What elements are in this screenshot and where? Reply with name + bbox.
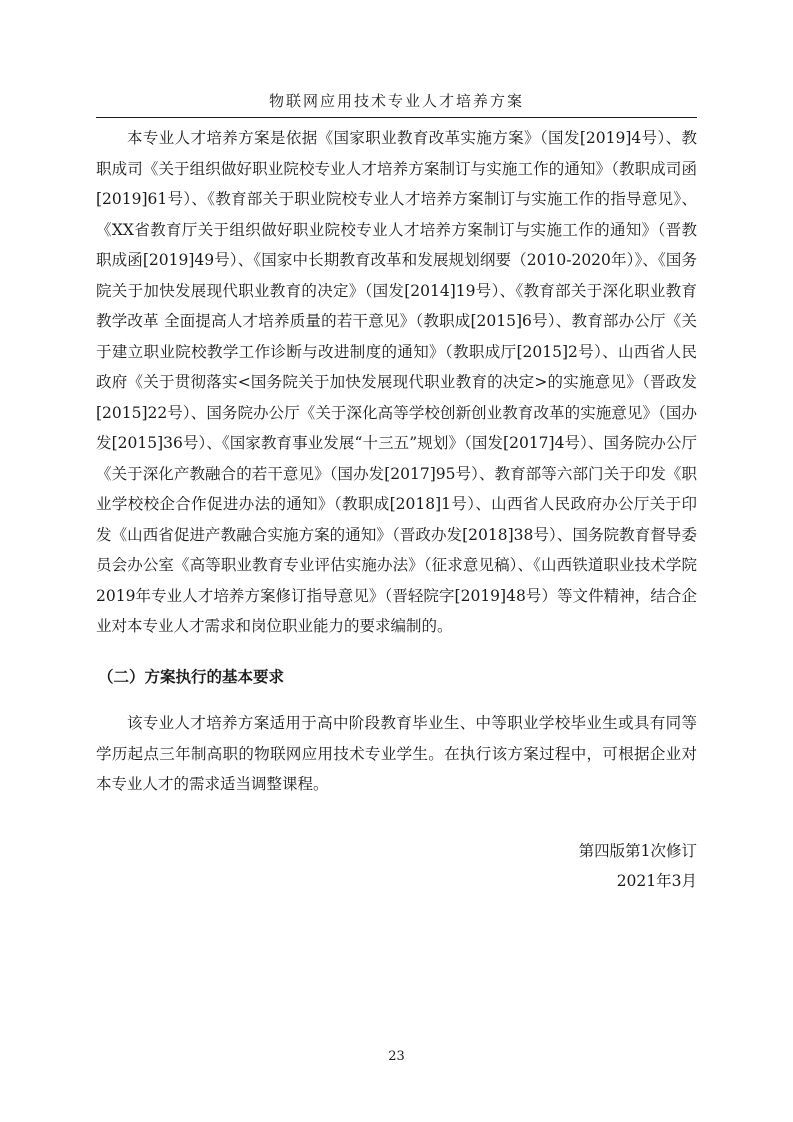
page-header-title: 物联网应用技术专业人才培养方案 bbox=[268, 92, 524, 110]
requirements-paragraph-block bbox=[96, 708, 697, 800]
section-heading: （二）方案执行的基本要求 bbox=[98, 668, 285, 686]
requirements-paragraph: 该专业人才培养方案适用于高中阶段教育毕业生、中等职业学校毕业生或具有同等学历起点三年制高职的物联网应用技术专业学生。在执行该方案过程中，可根据企业对本专业人才的需求适当调整课程。 bbox=[96, 714, 697, 793]
revision-signature bbox=[397, 836, 697, 896]
revision-date: 2021年3月 bbox=[616, 872, 697, 890]
page-number: 23 bbox=[388, 1049, 405, 1064]
basis-paragraph-block bbox=[96, 123, 697, 642]
header-divider bbox=[96, 117, 697, 118]
revision-label: 第四版第1次修订 bbox=[578, 842, 697, 860]
basis-paragraph: 本专业人才培养方案是依据《国家职业教育改革实施方案》（国发[2019]4号）、教职成司《关于组织做好职业院校专业人才培养方案制订与实施工作的通知》（教职成司函[2019]61号）、《教育部关于职业院校专业人才培养方案制订与实施工作的指导意见》、《XX省教育厅关于组织做好职业院校专业人才培养方案制订与实施工作的通知》（晋教职成函[2019]49号）、《国家中长期教育改革和发展规划纲要（2010-2020年）》、《国务院关于加快发展现代职业教育的决定》（国发[2014]19号）、《教育部关于深化职业教育教学改革 全面提高人才培养质量的若干意见》（教职成[2015]6号）、教育部办公厅《关于建立职业院校教学工作诊断与改进制度的通知》（教职成厅[2015]2号）、山西省人民政府《关于贯彻落实<国务院关于加快发展现代职业教育的决定>的实施意见》（晋政发[2015]22号）、国务院办公厅《关于深化高等学校创新创业教育改革的实施意见》（国办发[2015]36号）、《国家教育事业发展“十三五”规划》（国发[2017]4号）、国务院办公厅《关于深化产教融合的若干意见》（国办发[2017]95号）、教育部等六部门关于印发《职业学校校企合作促进办法的通知》（教职成[2018]1号）、山西省人民政府办公厅关于印发《山西省促进产教融合实施方案的通知》（晋政办发[2018]38号）、国务院教育督导委员会办公室《高等职业教育专业评估实施办法》（征求意见稿）、《山西铁道职业技术学院2019年专业人才培养方案修订指导意见》（晋轻院字[2019]48号）等文件精神，结合企业对本专业人才需求和岗位职业能力的要求编制的。 bbox=[96, 129, 697, 635]
